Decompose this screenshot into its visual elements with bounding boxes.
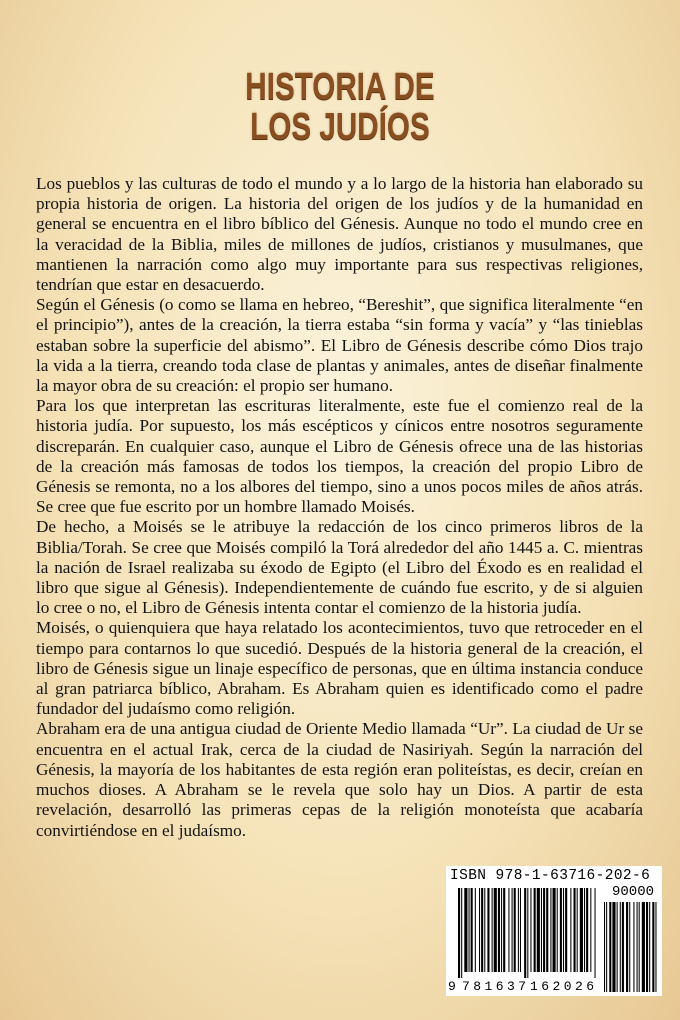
barcode-bar <box>520 888 521 972</box>
barcode-bar <box>590 888 591 972</box>
barcode-addon-bar <box>626 902 628 992</box>
barcode-bar <box>586 888 588 972</box>
barcode-bar <box>514 888 516 972</box>
barcode-bar <box>475 888 476 972</box>
barcode-right-digits: 162026 <box>530 979 594 994</box>
barcode-main-bars <box>458 888 596 978</box>
book-title-line-1: HISTORIA DE <box>245 66 435 108</box>
isbn-label: ISBN 978-1-63716-202-6 <box>450 868 651 884</box>
barcode-first-digit: 9 <box>448 979 456 994</box>
barcode-bar <box>479 888 480 972</box>
barcode-bar <box>595 888 596 978</box>
paragraph: Abraham era de una antigua ciudad de Oriente Medio llamada “Ur”. La ciudad de Ur se encuentra en el actual Irak, cerca de la ciudad de Nasiriyah. Según la narración del Génesis, la mayoría de los habitantes de esta región eran politeístas, es decir, creían en muchos dioses. A Abraham se le revela que solo hay un Dios. A partir de esta revelación, desarrolló las primeras cepas de la religión monoteísta que acabaría convirtiéndose en el judaísmo. <box>36 719 643 840</box>
isbn-barcode <box>446 866 662 996</box>
barcode-addon-bar <box>646 902 648 992</box>
paragraph: De hecho, a Moisés se le atribuye la redacción de los cinco primeros libros de la Biblia/Torah. Se cree que Moisés compiló la Torá alrededor del año 1445 a. C. mientras la nación de Israel realizaba su éxodo de Egipto (el Libro del Éxodo es en realidad el libro que sigue al Génesis). Independientemente de cuándo fue escrito, y de si alguien lo cree o no, el Libro de Génesis intenta contar el comienzo de la historia judía. <box>36 517 643 618</box>
barcode-bar <box>471 888 473 972</box>
barcode-addon-bar <box>609 902 611 992</box>
barcode-bar <box>503 888 505 972</box>
barcode-bar <box>577 888 578 972</box>
barcode-addon-bar <box>639 902 640 992</box>
barcode-graphic <box>446 866 662 996</box>
barcode-addon-bar <box>652 902 654 992</box>
barcode-bar <box>580 888 583 972</box>
barcode-addon-bar <box>655 902 656 992</box>
barcode-bar <box>484 888 485 972</box>
barcode-bar <box>543 888 545 972</box>
barcode-bar <box>565 888 567 972</box>
barcode-addon-bar <box>629 902 630 992</box>
paragraph: Según el Génesis (o como se llama en hebreo, “Bereshit”, que significa literalmente “en el principio”), antes de la creación, la tierra estaba “sin forma y vacía” y “las tinieblas estaban sobre la superficie del abismo”. El Libro de Génesis describe cómo Dios trajo la vida a la tierra, creando toda clase de plantas y animales, antes de diseñar finalmente la mayor obra de su creación: el propio ser humano. <box>36 295 643 396</box>
barcode-bar <box>461 888 462 978</box>
barcode-bar <box>534 888 536 972</box>
barcode-bar <box>487 888 489 972</box>
barcode-bar <box>527 888 528 978</box>
barcode-addon-bar <box>649 902 650 992</box>
barcode-bar <box>458 888 460 978</box>
barcode-addon-bar <box>604 902 605 992</box>
barcode-left-digits: 781637 <box>462 979 526 994</box>
barcode-bar <box>512 888 513 972</box>
barcode-bar <box>498 888 500 972</box>
paragraph: Para los que interpretan las escrituras literalmente, este fue el comienzo real de la historia judía. Por supuesto, los más escépticos y cínicos entre nosotros seguramente discreparán. En cualquier caso, aunque el Libro de Génesis ofrece una de las historias de la creación más famosas de todos los tiempos, la creación del propio Libro de Génesis se remonta, no a los albores del tiempo, sino a unos pocos miles de años atrás. Se cree que fue escrito por un hombre llamado Moisés. <box>36 396 643 517</box>
barcode-bar <box>494 888 497 972</box>
barcode-bar <box>518 888 519 972</box>
barcode-addon-bar <box>637 902 638 992</box>
barcode-addon-digits: 90000 <box>611 884 654 900</box>
barcode-addon-bars <box>604 902 657 992</box>
barcode-bar <box>537 888 540 972</box>
barcode-bar <box>550 888 551 972</box>
barcode-bar <box>553 888 556 972</box>
barcode-bar <box>570 888 571 972</box>
barcode-bar <box>469 888 470 972</box>
barcode-bar <box>584 888 585 972</box>
barcode-addon-bar <box>620 902 621 992</box>
barcode-addon-bar <box>622 902 624 992</box>
paragraph: Moisés, o quienquiera que haya relatado los acontecimientos, tuvo que retroceder en el tiempo para contarnos lo que sucedió. Después de la historia general de la creación, el libro de Génesis sigue un linaje específico de personas, que en última instancia conduce al gran patriarca bíblico, Abraham. Es Abraham quien es identificado como el padre fundador del judaísmo como religión. <box>36 618 643 719</box>
barcode-bar <box>560 888 562 972</box>
barcode-bar <box>557 888 558 972</box>
book-title-line-2: LOS JUDÍOS <box>250 106 430 148</box>
barcode-addon-bar <box>633 902 634 992</box>
barcode-bar <box>508 888 509 972</box>
barcode-addon-bar <box>617 902 618 992</box>
barcode-bar <box>524 888 526 978</box>
barcode-bar <box>464 888 467 972</box>
barcode-addon-bar <box>642 902 645 992</box>
barcode-bar <box>492 888 493 972</box>
barcode-addon-bar <box>612 902 615 992</box>
barcode-bar <box>481 888 483 972</box>
back-cover-text <box>36 174 643 841</box>
barcode-bar <box>574 888 576 972</box>
barcode-bar <box>546 888 548 972</box>
barcode-bar <box>541 888 542 972</box>
barcode-bar <box>501 888 502 972</box>
barcode-bar <box>563 888 564 972</box>
barcode-bar <box>530 888 531 972</box>
barcode-addon-bar <box>606 902 607 992</box>
paragraph: Los pueblos y las culturas de todo el mundo y a lo largo de la historia han elaborado su propia historia de origen. La historia del origen de los judíos y de la humanidad en general se encuentra en el libro bíblico del Génesis. Aunque no todo el mundo cree en la veracidad de la Biblia, miles de millones de judíos, cristianos y musulmanes, que mantienen la narración como algo muy importante para sus respectivas religiones, tendrían que estar en desacuerdo. <box>36 174 643 295</box>
